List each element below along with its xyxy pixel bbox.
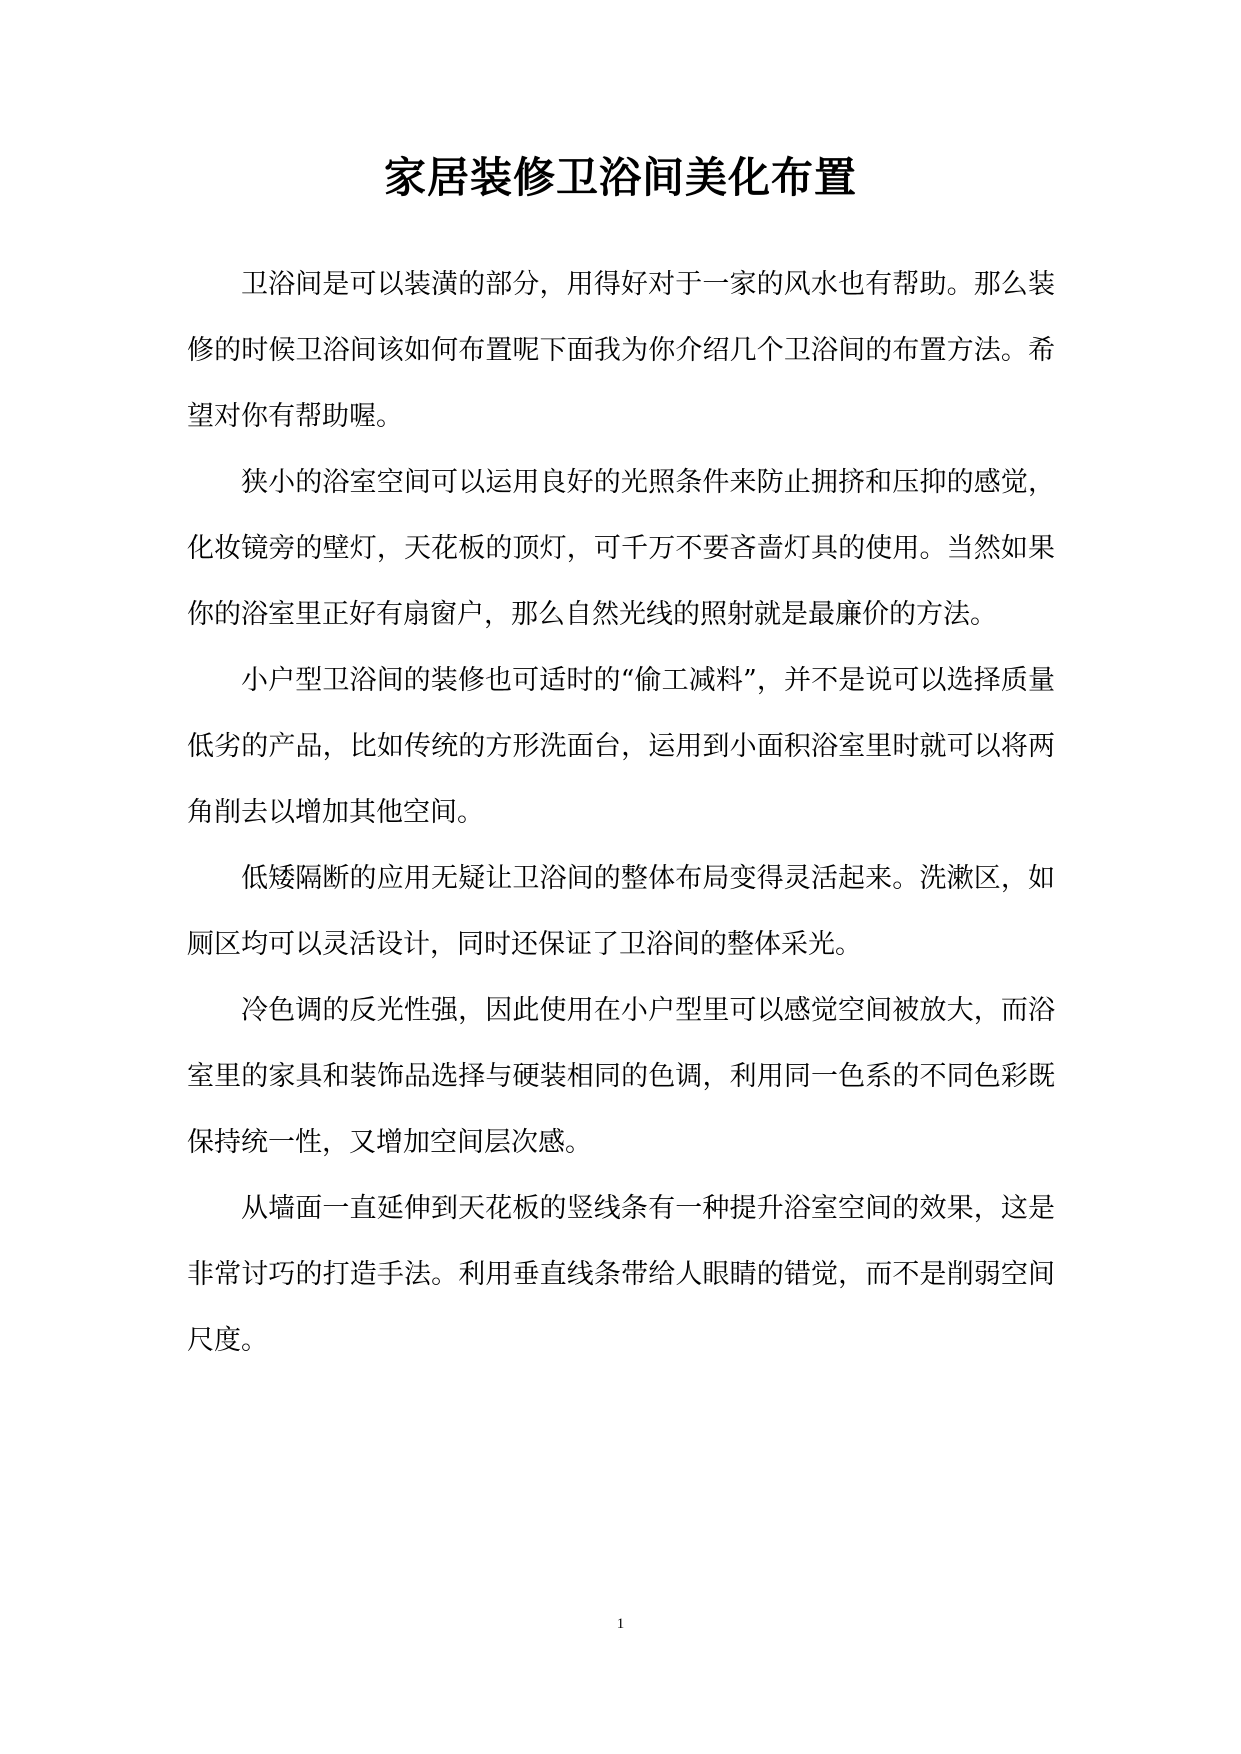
paragraph: 狭小的浴室空间可以运用良好的光照条件来防止拥挤和压抑的感觉，化妆镜旁的壁灯，天花板的顶灯，可千万不要吝啬灯具的使用。当然如果你的浴室里正好有扇窗户，那么自然光线的照射就是最廉价的方法。	[187, 467, 1055, 630]
document-title: 家居装修卫浴间美化布置	[383, 153, 857, 202]
paragraph: 冷色调的反光性强，因此使用在小户型里可以感觉空间被放大，而浴室里的家具和装饰品选择与硬装相同的色调，利用同一色系的不同色彩既保持统一性，又增加空间层次感。	[187, 995, 1055, 1158]
document-body	[187, 252, 1055, 1374]
page-number: 1	[616, 1616, 625, 1632]
paragraph: 卫浴间是可以装潢的部分，用得好对于一家的风水也有帮助。那么装修的时候卫浴间该如何布置呢下面我为你介绍几个卫浴间的布置方法。希望对你有帮助喔。	[187, 269, 1055, 432]
paragraph: 小户型卫浴间的装修也可适时的“偷工减料”，并不是说可以选择质量低劣的产品，比如传统的方形洗面台，运用到小面积浴室里时就可以将两角削去以增加其他空间。	[187, 665, 1055, 828]
paragraph: 从墙面一直延伸到天花板的竖线条有一种提升浴室空间的效果，这是非常讨巧的打造手法。利用垂直线条带给人眼睛的错觉，而不是削弱空间尺度。	[187, 1193, 1055, 1356]
paragraph: 低矮隔断的应用无疑让卫浴间的整体布局变得灵活起来。洗漱区，如厕区均可以灵活设计，同时还保证了卫浴间的整体采光。	[187, 863, 1055, 960]
